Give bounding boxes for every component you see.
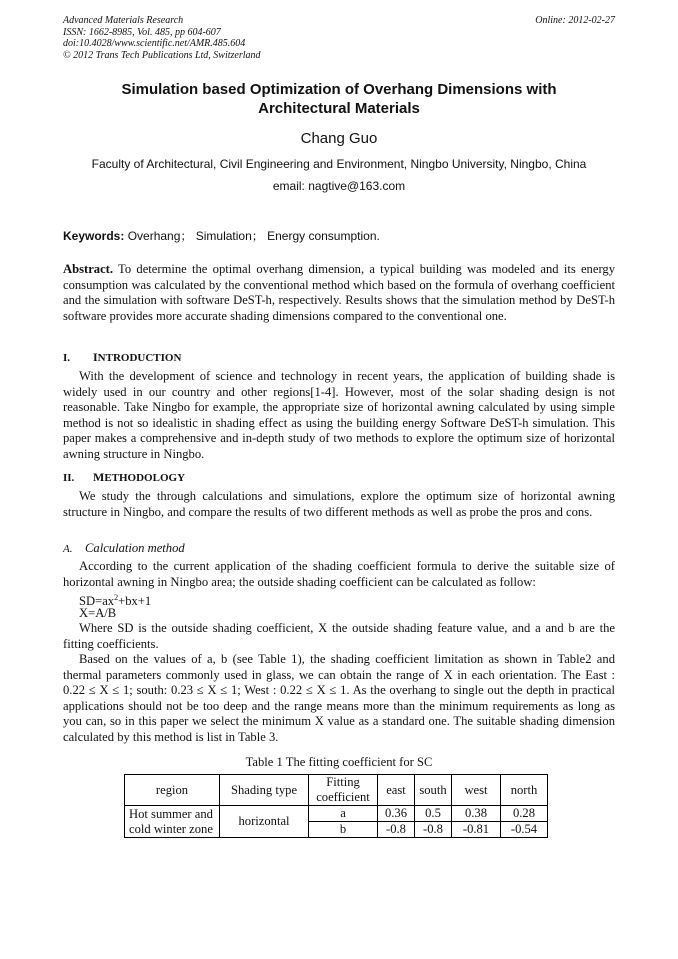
- affiliation: Faculty of Architectural, Civil Engineering and Environment, Ningbo University, Ningbo, China: [91, 157, 587, 171]
- keywords-text: Overhang； Simulation； Energy consumption.: [127, 229, 380, 243]
- journal-doi: doi:10.4028/www.scientific.net/AMR.485.604: [63, 38, 246, 49]
- abstract: [63, 262, 615, 324]
- journal-copyright: © 2012 Trans Tech Publications Ltd, Switzerland: [63, 49, 261, 61]
- paper-title: [63, 80, 615, 118]
- equation-sd-part1: SD=ax: [79, 594, 115, 609]
- cell-north: -0.54: [501, 822, 548, 838]
- cell-south: -0.8: [415, 822, 452, 838]
- introduction-text: With the development of science and technology in recent years, the application of building shade is widely used in our country and other regions[1-4]. However, most of the solar shading design is not reasonable. Take Ningbo for example, the appropriate size of horizontal awning calculated by using simple method is not so idealistic in shading effect as using the building energy Software DeST-h simulation. This paper makes a comprehensive and in-depth study of two methods to explore the optimum size of horizontal awning structure in Ningbo.: [63, 369, 615, 461]
- header-east: east: [378, 775, 415, 806]
- section-title-rest: NTRODUCTION: [97, 352, 182, 364]
- journal-name: Advanced Materials Research: [63, 15, 184, 26]
- calculation-text-3: Based on the values of a, b (see Table 1), the shading coefficient limitation as shown in Table2 and thermal parameters commonly used in glass, we can obtain the range of X in each orientation. The East : 0.22 ≤ X ≤ 1; south: 0.23 ≤ X ≤ 1; West : 0.22 ≤ X ≤ 1. As the overhang to single out the depth in practical applications should not be too deep and the range means more than the minimum requirements as long as you can, so in this paper we select the minimum X value as a standard one. The suitable shading dimension calculated by this method is list in Table 3.: [63, 652, 615, 744]
- cell-west: -0.81: [452, 822, 501, 838]
- header-north: north: [501, 775, 548, 806]
- table-header-row: [125, 775, 548, 806]
- header-fitting-coefficient: Fitting coefficient: [309, 775, 378, 806]
- header-region: region: [125, 775, 220, 806]
- table-caption: Table 1 The fitting coefficient for SC: [245, 755, 433, 769]
- keywords: [63, 227, 615, 244]
- equation-x: X=A/B: [79, 606, 117, 620]
- section-title-initial: M: [93, 470, 105, 484]
- calculation-paragraph-3: [63, 652, 615, 746]
- section-heading-introduction: [63, 350, 181, 365]
- introduction-paragraph: [63, 369, 615, 463]
- cell-south: 0.5: [415, 806, 452, 822]
- title-line-1: Simulation based Optimization of Overhang Dimensions with: [121, 81, 557, 98]
- journal-issn: ISSN: 1662-8985, Vol. 485, pp 604-607: [63, 26, 221, 38]
- section-title-rest: ETHODOLOGY: [104, 472, 186, 484]
- fitting-coefficient-table: [124, 774, 548, 838]
- section-title-initial: I: [93, 350, 98, 364]
- journal-header: [63, 15, 615, 61]
- cell-region: Hot summer and cold winter zone: [125, 806, 220, 838]
- header-south: south: [415, 775, 452, 806]
- subsection-title: Calculation method: [85, 541, 185, 555]
- cell-east: 0.36: [378, 806, 415, 822]
- methodology-text: We study the through calculations and simulations, explore the optimum size of horizontal awning structure in Ningbo, and compare the results of two different methods as well as probe the pros and cons.: [63, 489, 615, 519]
- methodology-paragraph: [63, 489, 615, 520]
- header-shading-type: Shading type: [220, 775, 309, 806]
- title-line-2: Architectural Materials: [258, 100, 420, 117]
- calculation-paragraph-2: [63, 621, 615, 652]
- section-number: I.: [63, 352, 71, 364]
- author: Chang Guo: [300, 130, 378, 147]
- abstract-text: To determine the optimal overhang dimension, a typical building was modeled and its energy consumption was calculated by the conventional method which based on the formula of overhang coefficient and the simulation with software DeST-h, respectively. Results shows that the simulation method by DeST-h software provides more accurate shading dimensions compared to the conventional one.: [63, 262, 616, 323]
- email: email: nagtive@163.com: [272, 179, 406, 193]
- calculation-paragraph-1: [63, 559, 615, 590]
- equation-sd-exponent: 2: [114, 593, 119, 602]
- calculation-text-1: According to the current application of the shading coefficient formula to derive the suitable size of horizontal awning in Ningbo area; the outside shading coefficient can be calculated as follow:: [63, 559, 615, 589]
- cell-shading-type: horizontal: [220, 806, 309, 838]
- abstract-label: Abstract.: [63, 262, 114, 276]
- online-date: Online: 2012-02-27: [535, 15, 615, 26]
- cell-coef: a: [309, 806, 378, 822]
- table-row: [125, 806, 548, 822]
- cell-coef: b: [309, 822, 378, 838]
- subsection-heading-calculation: [63, 541, 185, 556]
- cell-north: 0.28: [501, 806, 548, 822]
- section-heading-methodology: [63, 470, 185, 485]
- cell-east: -0.8: [378, 822, 415, 838]
- calculation-text-2: Where SD is the outside shading coefficient, X the outside shading feature value, and a and b are the fitting coefficients.: [63, 621, 615, 651]
- equation-sd-part2: +bx+1: [118, 594, 152, 609]
- header-west: west: [452, 775, 501, 806]
- cell-west: 0.38: [452, 806, 501, 822]
- subsection-number: A.: [63, 543, 73, 555]
- keywords-label: Keywords:: [63, 229, 125, 243]
- section-number: II.: [63, 472, 75, 484]
